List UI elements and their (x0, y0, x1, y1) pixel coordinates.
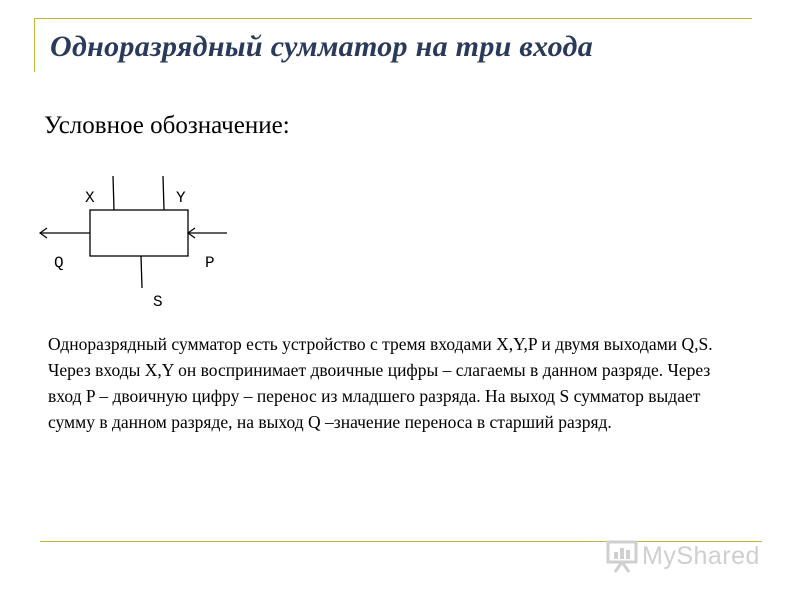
watermark-text: MyShared (642, 541, 760, 570)
adder-block (90, 210, 188, 256)
output-s-line (141, 256, 142, 288)
label-p: P (205, 254, 215, 272)
label-s: S (153, 293, 163, 311)
adder-diagram (30, 170, 240, 315)
left-frame-line (34, 18, 35, 72)
label-y: Y (176, 189, 186, 207)
input-x-line (113, 176, 114, 210)
slide-subtitle: Условное обозначение: (44, 112, 290, 139)
label-x: X (85, 189, 95, 207)
adder-diagram-svg (30, 170, 240, 315)
watermark (606, 536, 760, 576)
top-frame-line (34, 18, 752, 19)
slide-title: Одноразрядный сумматор на три входа (50, 30, 594, 63)
description-paragraph: Одноразрядный сумматор есть устройство с тремя входами X,Y,P и двумя выходами Q,S. Через входы X,Y он воспринимает двоичные цифры – слагаемы в данном разряде. Через вход P – двоичную цифру – перенос из младшего разряда. На выход S сумматор выдает сумму в данном разряде, на выход Q –значение переноса в старший разряд. (48, 334, 713, 432)
label-q: Q (54, 254, 64, 272)
input-y-line (163, 176, 164, 210)
presentation-board-icon (606, 539, 638, 573)
